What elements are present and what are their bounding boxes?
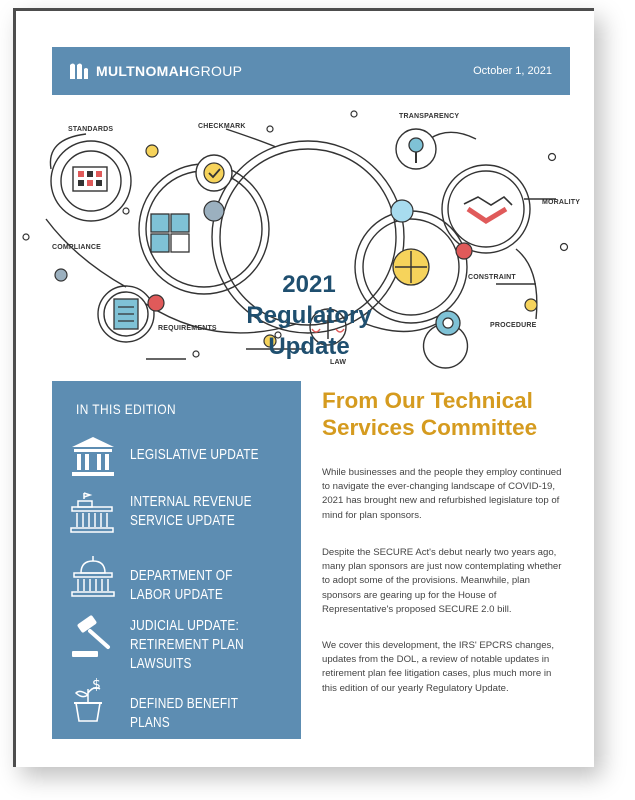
brand-bold: MULTNOMAH [96, 63, 190, 79]
committee-title [322, 387, 582, 441]
hero-title [226, 269, 392, 362]
standards-icon [73, 167, 107, 191]
intro-paragraph-1: While businesses and the people they employ continued to navigate the ever-changing landscape of COVID-19, 2021 has brought new and refurbished legislature top of mind for plan sponsors. [322, 467, 562, 521]
edition-title: IN THIS EDITION [76, 401, 177, 417]
label-checkmark: CHECKMARK [198, 123, 246, 130]
edition-label-judicial: JUDICIAL UPDATE: RETIREMENT PLAN LAWSUITS [130, 618, 244, 672]
money-plant-icon [68, 675, 118, 723]
checklist-icon [114, 299, 138, 329]
dome-building-icon [68, 553, 118, 601]
hero-illustration [16, 99, 594, 384]
label-procedure: PROCEDURE [490, 322, 537, 329]
document-page [13, 8, 594, 767]
label-morality: MORALITY [542, 199, 581, 206]
edition-label-irs: INTERNAL REVENUE SERVICE UPDATE [130, 494, 252, 529]
edition-label-defined-benefit: DEFINED BENEFIT PLANS [130, 696, 238, 731]
header-banner [52, 47, 570, 95]
label-requirements: REQUIREMENTS [158, 325, 217, 332]
hero-title-line2: Regulatory [246, 302, 372, 329]
gavel-icon [68, 613, 118, 661]
svg-text:$: $ [92, 677, 101, 693]
committee-title-line2: Services Committee [322, 415, 538, 440]
brand-light: GROUP [189, 63, 243, 79]
magnifier-icon [396, 129, 436, 169]
label-constraint: CONSTRAINT [468, 274, 516, 281]
label-transparency: TRANSPARENCY [399, 113, 460, 120]
irs-building-icon [68, 489, 118, 537]
gear-icon [436, 311, 460, 335]
multnomah-logo-icon [68, 61, 90, 81]
hero-title-line3: Update [268, 333, 350, 360]
edition-label-dol: DEPARTMENT OF LABOR UPDATE [130, 568, 233, 603]
label-standards: STANDARDS [68, 126, 114, 133]
label-law: LAW [330, 359, 347, 366]
committee-title-line1: From Our Technical [322, 388, 533, 413]
intro-paragraph-3: We cover this development, the IRS' EPCRS changes, updates from the DOL, a review of notable updates in retirement plan fee litigation cases, plus much more in this edition of our yearly Regulatory Update. [322, 640, 555, 694]
issue-date: October 1, 2021 [473, 65, 552, 77]
hero-title-line1: 2021 [282, 271, 336, 298]
label-compliance: COMPLIANCE [52, 244, 102, 251]
in-this-edition-panel [52, 381, 301, 739]
edition-label-legislative: LEGISLATIVE UPDATE [130, 447, 259, 463]
checkmark-icon [196, 155, 232, 191]
puzzle-icon [151, 214, 189, 252]
handshake-icon [464, 197, 512, 221]
capitol-columns-icon [68, 433, 118, 481]
brand-name [96, 63, 242, 79]
arrows-center-icon [393, 249, 429, 285]
intro-paragraph-2: Despite the SECURE Act's debut nearly two years ago, many plan sponsors are just now contemplating whether to adopt some of the provisions. Meanwhile, plan sponsors are gearing up for the House of Representative's proposed SECURE 2.0 bill. [322, 547, 562, 615]
